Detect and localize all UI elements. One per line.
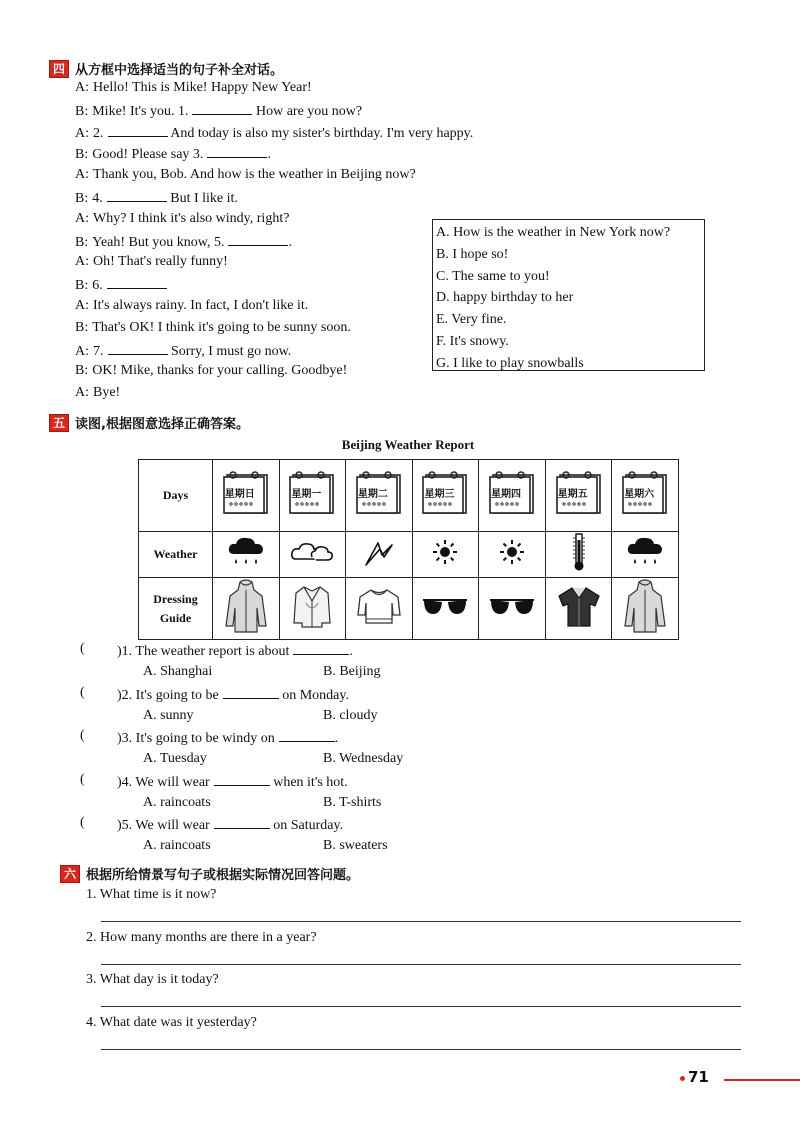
answer-slot[interactable] — [88, 772, 114, 790]
speaker: B: — [75, 103, 89, 119]
choice-a[interactable]: A. Shanghai — [143, 664, 213, 679]
section-4-title: 从方框中选择适当的句子补全对话。 — [75, 63, 284, 78]
speaker: B: — [75, 319, 89, 335]
dialogue-line — [75, 384, 120, 402]
day-cell — [346, 460, 413, 532]
dialogue-line — [75, 79, 312, 97]
weather-table — [138, 459, 679, 640]
fill-in-blank[interactable] — [108, 123, 168, 137]
dialogue-text: 6. — [92, 278, 103, 294]
answer-slot[interactable] — [88, 641, 114, 659]
answer-paren-close: ) — [117, 644, 122, 659]
dialogue-text: . — [288, 234, 292, 250]
dialogue-line — [75, 210, 289, 228]
fill-in-blank[interactable] — [223, 685, 279, 699]
dialogue-text: Mike! It's you. 1. — [92, 103, 189, 119]
dialogue-text: 7. — [93, 343, 104, 359]
sweater-icon — [356, 587, 402, 625]
dialogue-line — [75, 275, 167, 295]
dialogue-text: It's always rainy. In fact, I don't like it. — [93, 298, 309, 313]
question-text: 3. It's going to be windy on — [121, 731, 275, 747]
mc-question — [117, 641, 353, 661]
fill-in-blank[interactable] — [293, 641, 349, 655]
fill-in-blank[interactable] — [107, 275, 167, 289]
options-box — [432, 219, 705, 371]
answer-paren-close: ) — [117, 687, 122, 703]
day-label: 星期二 — [357, 489, 388, 500]
dialogue-text: OK! Mike, thanks for your calling. Goodbye! — [92, 363, 348, 379]
page-number-rule — [724, 1079, 800, 1081]
section-6-title: 根据所给情景写句子或根据实际情况回答问题。 — [86, 868, 360, 883]
answer-slot[interactable] — [88, 685, 114, 703]
question-text-after: . — [334, 731, 339, 747]
fill-in-blank[interactable] — [228, 232, 288, 246]
answer-paren-close: ) — [117, 818, 122, 834]
fill-in-blank[interactable] — [192, 101, 252, 115]
section-6-badge: 六 — [60, 865, 80, 883]
fill-in-blank[interactable] — [207, 144, 267, 158]
open-question: 2. How many months are there in a year? — [86, 930, 317, 945]
question-text-after: when it's hot. — [269, 774, 348, 790]
rain-cloud-icon — [226, 534, 266, 570]
question-text-after: on Monday. — [278, 687, 349, 703]
section-5-title: 读图,根据图意选择正确答案。 — [75, 417, 249, 432]
choice-b[interactable]: B. Wednesday — [323, 751, 404, 767]
open-question: 4. What date was it yesterday? — [86, 1015, 257, 1030]
mc-question — [117, 728, 338, 748]
section-4-header — [49, 59, 283, 78]
answer-paren-open: ( — [80, 771, 85, 787]
option-a: A. How is the weather in New York now? — [436, 225, 671, 240]
thermometer-icon — [571, 532, 587, 572]
answer-paren-close: ) — [117, 731, 122, 747]
speaker: A: — [75, 343, 89, 359]
option-c: C. The same to you! — [436, 268, 550, 284]
calendar-icon — [487, 468, 537, 518]
dialogue-line — [75, 341, 291, 361]
speaker: B: — [75, 363, 89, 379]
fill-in-blank[interactable] — [214, 815, 270, 829]
sun-icon — [432, 539, 458, 565]
question-text: 4. We will wear — [121, 774, 210, 790]
day-cell — [279, 460, 346, 532]
dressing-cell — [279, 578, 346, 640]
t-shirt-icon — [557, 584, 601, 628]
dressing-cell — [612, 578, 679, 640]
dialogue-line — [75, 188, 238, 208]
sun-icon — [499, 539, 525, 565]
option-d: D. happy birthday to her — [436, 290, 574, 306]
question-text: 2. It's going to be — [121, 687, 219, 703]
weather-cell — [346, 532, 413, 578]
windy-icon — [362, 535, 396, 569]
calendar-icon — [287, 468, 337, 518]
weather-cell — [479, 532, 546, 578]
fill-in-blank[interactable] — [107, 188, 167, 202]
question-text-after: . — [349, 644, 353, 659]
choice-a[interactable]: A. Tuesday — [143, 751, 207, 767]
dialogue-line — [75, 166, 416, 184]
weather-cell — [545, 532, 612, 578]
dialogue-text: And today is also my sister's birthday. I'm very happy. — [167, 125, 474, 141]
section-5-header — [49, 413, 249, 432]
dressing-cell — [479, 578, 546, 640]
calendar-icon — [620, 468, 670, 518]
dialogue-text: That's OK! I think it's going to be sunny soon. — [92, 319, 351, 335]
answer-line[interactable] — [101, 1006, 741, 1007]
choice-a[interactable]: A. raincoats — [143, 794, 211, 810]
open-question: 3. What day is it today? — [86, 972, 219, 987]
answer-line[interactable] — [101, 921, 741, 922]
section-4-badge: 四 — [49, 60, 69, 78]
choice-b[interactable]: B. sweaters — [323, 838, 388, 854]
choice-b[interactable]: B. T-shirts — [323, 794, 382, 810]
day-cell — [213, 460, 280, 532]
mc-question — [117, 815, 343, 835]
rain-cloud-icon — [625, 534, 665, 570]
speaker: A: — [75, 254, 89, 270]
answer-paren-open: ( — [80, 641, 85, 656]
dialogue-line — [75, 144, 271, 164]
dialogue-line — [75, 253, 228, 271]
speaker: B: — [75, 278, 89, 294]
calendar-icon — [554, 468, 604, 518]
answer-paren-close: ) — [117, 774, 122, 790]
option-b: B. I hope so! — [436, 246, 509, 262]
fill-in-blank[interactable] — [279, 728, 335, 742]
dialogue-text: Thank you, Bob. And how is the weather in Beijing now? — [93, 167, 416, 183]
speaker: A: — [75, 125, 89, 141]
dialogue-text: Hello! This is Mike! Happy New Year! — [93, 80, 312, 95]
dialogue-line — [75, 101, 362, 121]
section-6-header — [60, 864, 359, 883]
day-label: 星期日 — [224, 489, 255, 500]
dialogue-line — [75, 297, 308, 315]
answer-line[interactable] — [101, 964, 741, 965]
dialogue-text: Why? I think it's also windy, right? — [93, 210, 290, 226]
weather-cell — [279, 532, 346, 578]
mc-question — [117, 772, 348, 792]
dialogue-text: Sorry, I must go now. — [167, 343, 292, 359]
dialogue-text: But I like it. — [166, 191, 238, 206]
question-text-after: on Saturday. — [269, 818, 344, 834]
dialogue-line — [75, 123, 473, 143]
fill-in-blank[interactable] — [108, 341, 168, 355]
answer-paren-open: ( — [80, 684, 85, 700]
page-number: 71 — [688, 1068, 709, 1086]
fill-in-blank[interactable] — [214, 772, 270, 786]
speaker: B: — [75, 191, 89, 206]
dressing-cell — [545, 578, 612, 640]
day-cell — [412, 460, 479, 532]
dressing-label — [139, 578, 213, 640]
question-text: 1. The weather report is about — [121, 644, 290, 659]
days-row — [139, 460, 679, 532]
answer-slot[interactable] — [88, 728, 114, 746]
raincoat-icon — [224, 578, 268, 634]
weather-cell — [213, 532, 280, 578]
question-text: 5. We will wear — [121, 818, 210, 834]
speaker: A: — [75, 210, 89, 226]
dressing-label-line-2: Guide — [159, 610, 192, 625]
speaker: A: — [75, 167, 89, 183]
speaker: B: — [75, 234, 89, 250]
sunglasses-icon — [488, 594, 536, 618]
option-g: G. I like to play snowballs — [436, 355, 584, 371]
dressing-cell — [213, 578, 280, 640]
dialogue-text: 2. — [93, 125, 104, 141]
option-e: E. Very fine. — [436, 312, 507, 328]
dialogue-line — [75, 362, 347, 380]
day-label: 星期六 — [624, 489, 655, 500]
day-label: 星期四 — [491, 489, 522, 500]
speaker: B: — [75, 147, 89, 163]
day-cell — [479, 460, 546, 532]
day-label: 星期三 — [424, 489, 455, 500]
weather-cell — [612, 532, 679, 578]
dialogue-text: Oh! That's really funny! — [93, 254, 228, 270]
dressing-row — [139, 578, 679, 640]
section-5-badge: 五 — [49, 414, 69, 432]
weather-label: Weather — [139, 532, 213, 578]
dialogue-text: Bye! — [93, 385, 121, 401]
dialogue-text: 4. — [92, 191, 103, 206]
page-number-dot — [680, 1076, 685, 1081]
report-title: Beijing Weather Report — [341, 437, 475, 452]
open-question: 1. What time is it now? — [86, 887, 217, 902]
choice-b[interactable]: B. Beijing — [323, 664, 381, 679]
calendar-icon — [420, 468, 470, 518]
cloudy-icon — [290, 537, 334, 567]
choice-b[interactable]: B. cloudy — [323, 707, 378, 723]
choice-a[interactable]: A. raincoats — [143, 838, 211, 854]
speaker: A: — [75, 80, 89, 95]
day-cell — [612, 460, 679, 532]
option-f: F. It's snowy. — [436, 333, 509, 349]
dressing-cell — [346, 578, 413, 640]
day-cell — [545, 460, 612, 532]
mc-question — [117, 685, 349, 705]
dialogue-text: Yeah! But you know, 5. — [92, 234, 225, 250]
calendar-icon — [221, 468, 271, 518]
answer-paren-open: ( — [80, 815, 85, 831]
answer-paren-open: ( — [80, 728, 85, 744]
dialogue-line — [75, 319, 351, 337]
dressing-cell — [412, 578, 479, 640]
answer-slot[interactable] — [88, 815, 114, 833]
choice-a[interactable]: A. sunny — [143, 707, 194, 723]
sunglasses-icon — [421, 594, 469, 618]
answer-line[interactable] — [101, 1049, 741, 1050]
jacket-icon — [292, 583, 332, 629]
raincoat-icon — [623, 578, 667, 634]
speaker: A: — [75, 298, 89, 313]
dressing-label-line-1: Dressing — [153, 591, 198, 606]
calendar-icon — [354, 468, 404, 518]
dialogue-text: How are you now? — [252, 103, 363, 119]
weather-cell — [412, 532, 479, 578]
weather-row — [139, 532, 679, 578]
dialogue-text: . — [267, 147, 271, 163]
dialogue-line — [75, 232, 292, 252]
speaker: A: — [75, 385, 89, 401]
days-label: Days — [139, 460, 213, 532]
dialogue-text: Good! Please say 3. — [92, 147, 204, 163]
day-label: 星期五 — [557, 489, 588, 500]
day-label: 星期一 — [291, 489, 322, 500]
